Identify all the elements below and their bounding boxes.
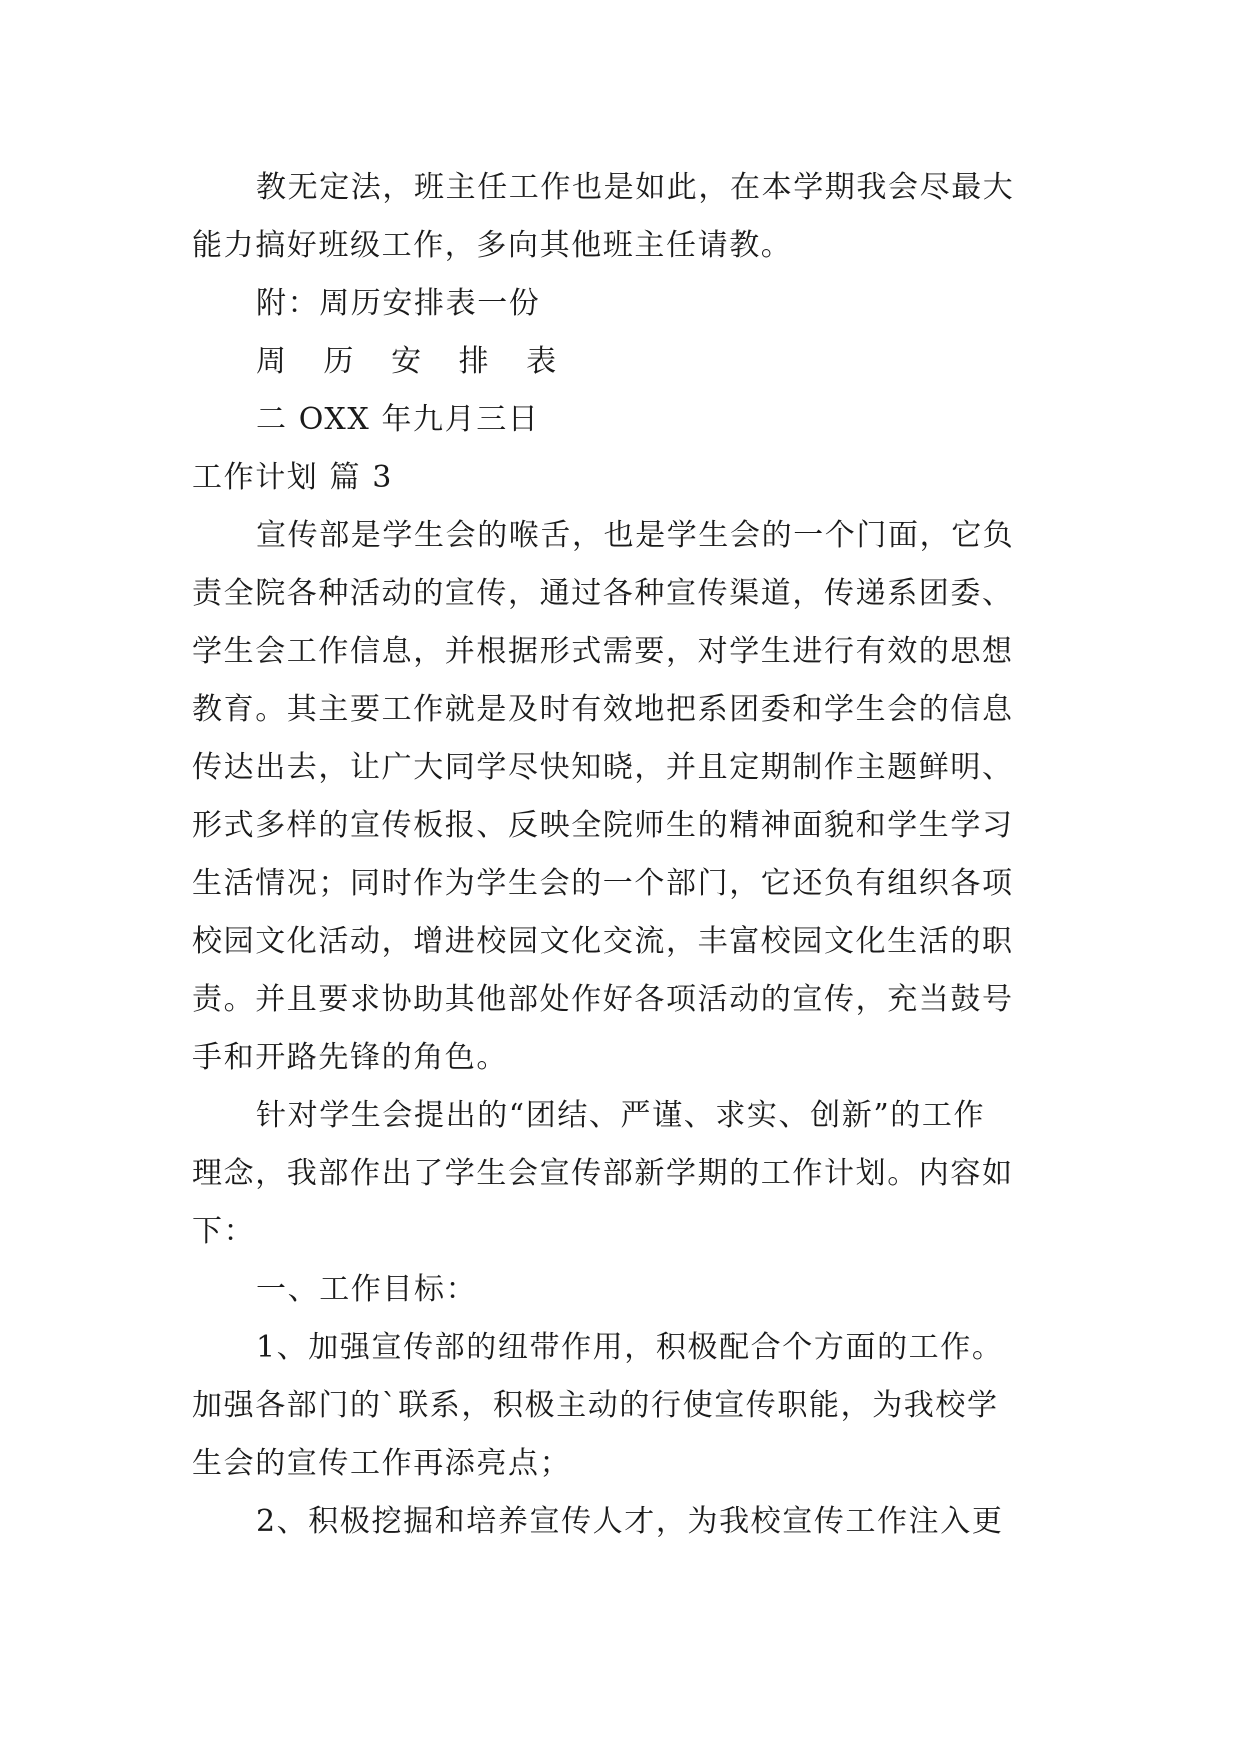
paragraph-line: 下：: [192, 1214, 256, 1249]
paragraph-line: 形式多样的宣传板报、反映全院师生的精神面貌和学生学习: [192, 808, 1014, 843]
paragraph-line: 加强各部门的`联系，积极主动的行使宣传职能，为我校学: [192, 1388, 999, 1423]
paragraph-line: 手和开路先锋的角色。: [192, 1040, 508, 1075]
schedule-title: 周 历 安 排 表: [256, 344, 571, 379]
list-item: 2、积极挖掘和培养宣传人才，为我校宣传工作注入更: [256, 1504, 1004, 1539]
paragraph-line: 学生会工作信息，并根据形式需要，对学生进行有效的思想: [192, 634, 1014, 669]
date-line: 二 OXX 年九月三日: [256, 402, 540, 437]
paragraph-line: 教育。其主要工作就是及时有效地把系团委和学生会的信息: [192, 692, 1014, 727]
paragraph-line: 责全院各种活动的宣传，通过各种宣传渠道，传递系团委、: [192, 576, 1014, 611]
paragraph-line: 责。并且要求协助其他部处作好各项活动的宣传，充当鼓号: [192, 982, 1014, 1017]
paragraph-line: 理念，我部作出了学生会宣传部新学期的工作计划。内容如: [192, 1156, 1014, 1191]
paragraph-line: 宣传部是学生会的喉舌，也是学生会的一个门面，它负: [256, 518, 1015, 553]
paragraph-line: 能力搞好班级工作，多向其他班主任请教。: [192, 228, 793, 263]
paragraph-line: 传达出去，让广大同学尽快知晓，并且定期制作主题鲜明、: [192, 750, 1014, 785]
attachment-note: 附：周历安排表一份: [256, 286, 541, 321]
paragraph-line: 针对学生会提出的“团结、严谨、求实、创新”的工作: [256, 1098, 986, 1133]
paragraph-line: 教无定法，班主任工作也是如此，在本学期我会尽最大: [256, 170, 1015, 205]
subsection-heading: 一、工作目标：: [256, 1272, 478, 1307]
section-heading: 工作计划 篇 3: [192, 460, 393, 495]
paragraph-line: 校园文化活动，增进校园文化交流，丰富校园文化生活的职: [192, 924, 1014, 959]
paragraph-line: 生活情况；同时作为学生会的一个部门，它还负有组织各项: [192, 866, 1014, 901]
paragraph-line: 生会的宣传工作再添亮点；: [192, 1446, 572, 1481]
list-item: 1、加强宣传部的纽带作用，积极配合个方面的工作。: [256, 1330, 1004, 1365]
